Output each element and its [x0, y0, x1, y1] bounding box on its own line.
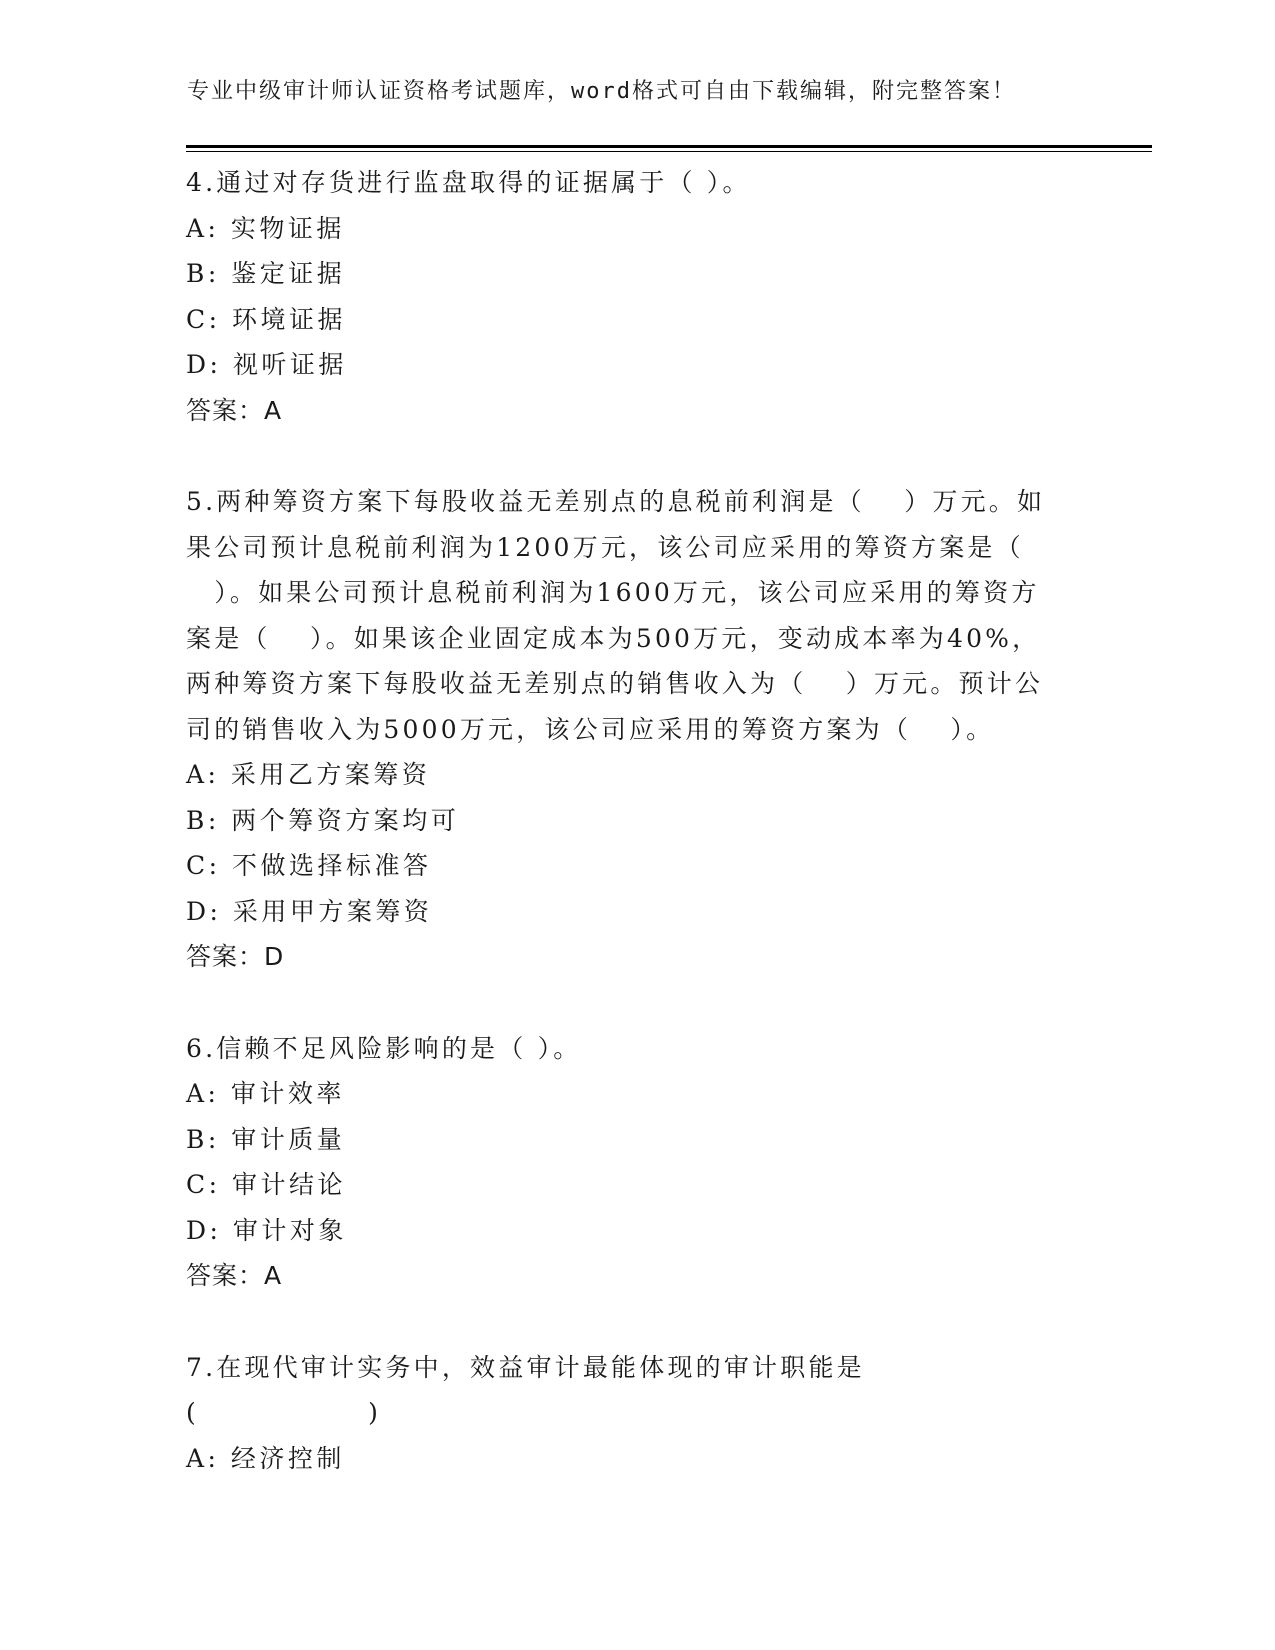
answer-line: 答案：D [186, 942, 285, 971]
question-4 [186, 160, 1086, 433]
option-a: A: 审计效率 [186, 1079, 345, 1108]
option-b: B: 审计质量 [186, 1124, 346, 1154]
stem-line: 果公司预计息税前利润为1200万元，该公司应采用的筹资方案是（ [186, 532, 1024, 562]
option-a: A: 实物证据 [186, 213, 345, 243]
question-stem [186, 1026, 1086, 1072]
stem-line: 两种筹资方案下每股收益无差别点的销售收入为（ ）万元。预计公 [186, 669, 1044, 698]
question-list [186, 160, 1086, 1481]
answer-line: 答案：A [186, 1261, 283, 1290]
stem-line: ( ) [186, 1398, 382, 1427]
question-6 [186, 1026, 1086, 1299]
option-a: A: 采用乙方案筹资 [186, 760, 431, 789]
stem-line: ）。如果公司预计息税前利润为1600万元，该公司应采用的筹资方 [186, 578, 1040, 607]
stem-line: 5.两种筹资方案下每股收益无差别点的息税前利润是（ ）万元。如 [186, 487, 1046, 516]
answer-line: 答案：A [186, 395, 283, 425]
option-d: D: 审计对象 [186, 1215, 347, 1245]
option-c: C: 环境证据 [186, 304, 346, 334]
stem-line: 案是（ ）。如果该企业固定成本为500万元，变动成本率为40%， [186, 623, 1041, 653]
option-b: B: 两个筹资方案均可 [186, 805, 460, 835]
option-a: A: 经济控制 [186, 1443, 345, 1473]
header-divider-thick [186, 145, 1152, 148]
question-5 [186, 479, 1086, 980]
stem-line: 6.信赖不足风险影响的是（ ）。 [186, 1033, 582, 1063]
question-7 [186, 1345, 1086, 1482]
question-stem [186, 1345, 1086, 1436]
option-c: C: 不做选择标准答 [186, 851, 432, 880]
option-c: C: 审计结论 [186, 1170, 346, 1199]
stem-line: 司的销售收入为5000万元，该公司应采用的筹资方案为（ ）。 [186, 714, 995, 744]
stem-line: 4.通过对存货进行监盘取得的证据属于（ ）。 [186, 168, 751, 197]
stem-line: 7.在现代审计实务中，效益审计最能体现的审计职能是 [186, 1352, 865, 1382]
question-stem [186, 479, 1086, 752]
document-header: 专业中级审计师认证资格考试题库，word格式可自由下载编辑，附完整答案！ [187, 79, 1016, 104]
option-b: B: 鉴定证据 [186, 259, 346, 288]
option-d: D: 采用甲方案筹资 [186, 896, 433, 926]
question-stem [186, 160, 1086, 206]
header-divider-thin [186, 151, 1152, 152]
option-d: D: 视听证据 [186, 350, 347, 379]
